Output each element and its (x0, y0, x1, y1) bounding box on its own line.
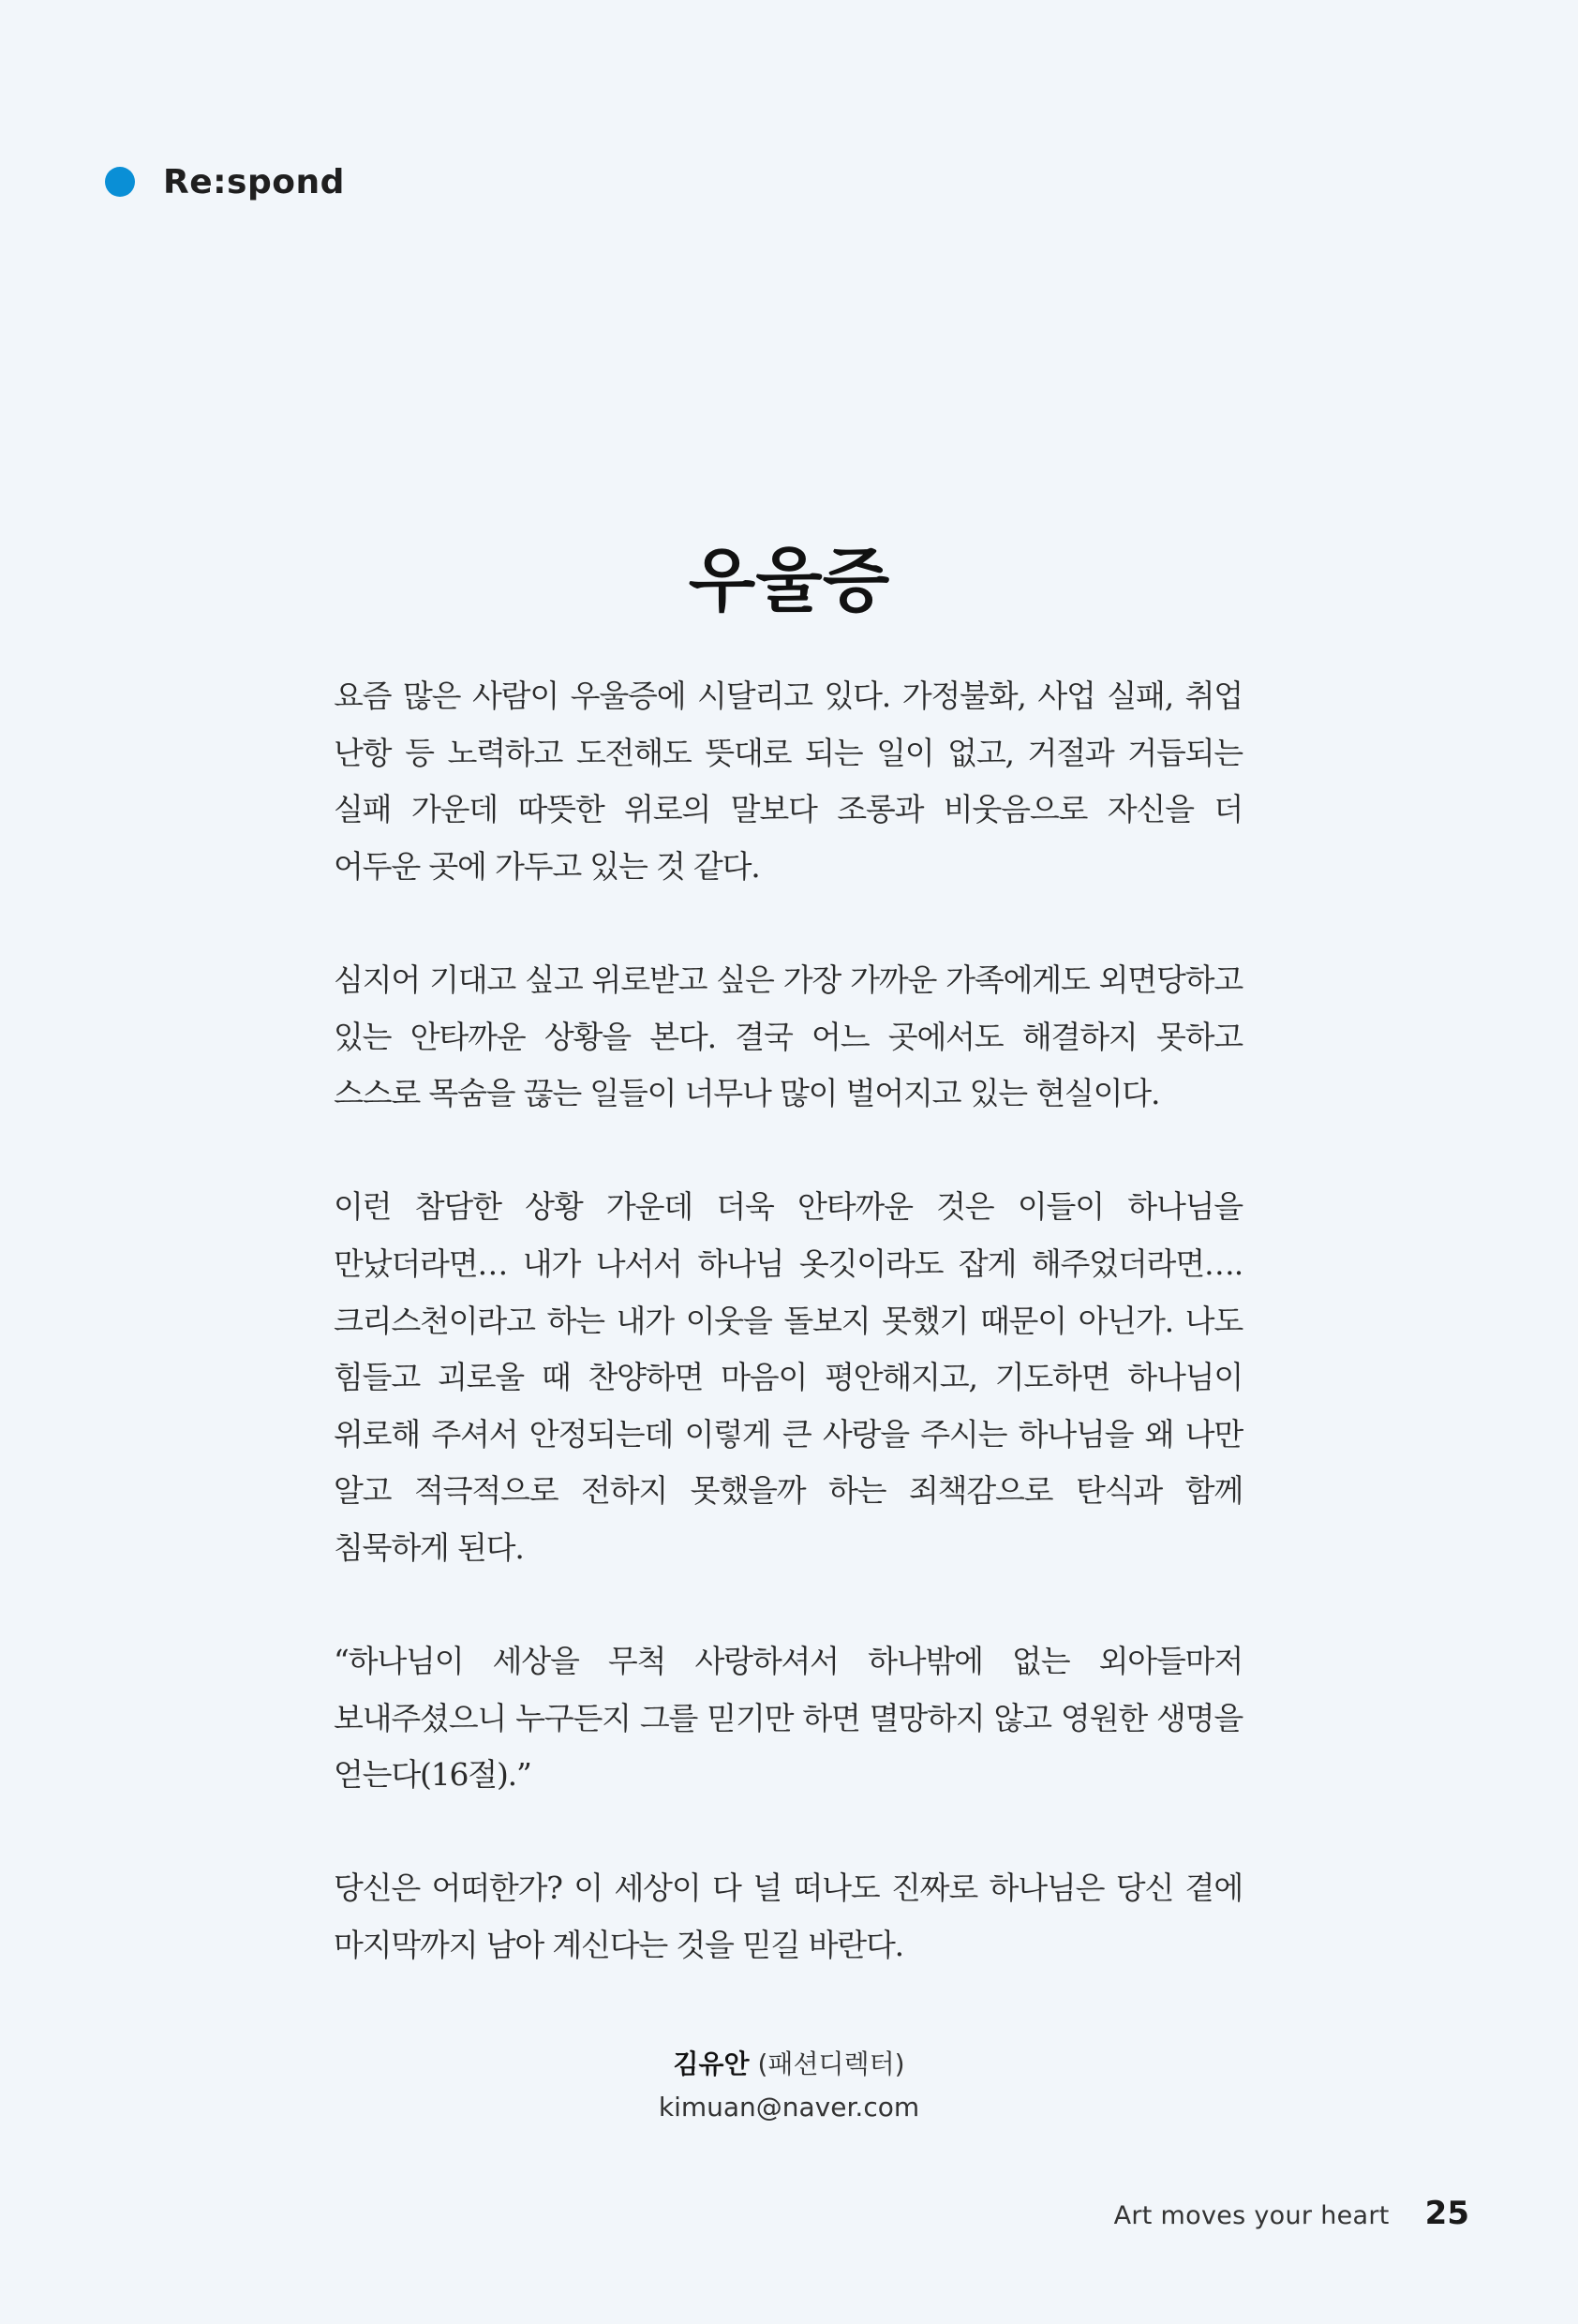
page-number: 25 (1424, 2195, 1469, 2232)
paragraph: 당신은 어떠한가? 이 세상이 다 널 떠나도 진짜로 하나님은 당신 곁에 마지막까지 남아 계신다는 것을 믿길 바란다. (334, 1870, 1243, 1964)
paragraph: 심지어 기대고 싶고 위로받고 싶은 가장 가까운 가족에게도 외면당하고 있는 안타까운 상황을 본다. 결국 어느 곳에서도 해결하지 못하고 스스로 목숨을 끊는 일들이 너무나 많이 벌어지고 있는 현실이다. (334, 961, 1243, 1112)
author-name: 김유안 (673, 2048, 750, 2079)
author-line (0, 2043, 1578, 2086)
article-body (334, 668, 1243, 1974)
bible-quote: “하나님이 세상을 무척 사랑하셔서 하나밖에 없는 외아들마저 보내주셨으니 누구든지 그를 믿기만 하면 멸망하지 않고 영원한 생명을 얻는다(16절).” (334, 1643, 1243, 1794)
paragraph: 이런 참담한 상황 가운데 더욱 안타까운 것은 이들이 하나님을 만났더라면… 내가 나서서 하나님 옷깃이라도 잡게 해주었더라면…. 크리스천이라고 하는 내가 이웃을 돌보지 못했기 때문이 아닌가. 나도 힘들고 괴로울 때 찬양하면 마음이 평안해지고, 기도하면 하나님이 위로해 주셔서 안정되는데 이렇게 큰 사랑을 주시는 하나님을 왜 나만 알고 적극적으로 전하지 못했을까 하는 죄책감으로 탄식과 함께 침묵하게 된다. (334, 1188, 1243, 1566)
section-label: Re:spond (163, 162, 345, 201)
section-header (105, 159, 345, 204)
footer-tagline: Art moves your heart (1113, 2201, 1390, 2230)
article-title: 우울증 (688, 540, 890, 621)
author-role: (패션디렉터) (757, 2048, 905, 2079)
page-footer (1114, 2195, 1469, 2232)
paragraph: 요즘 많은 사람이 우울증에 시달리고 있다. 가정불화, 사업 실패, 취업 난항 등 노력하고 도전해도 뜻대로 되는 일이 없고, 거절과 거듭되는 실패 가운데 따뜻한 위로의 말보다 조롱과 비웃음으로 자신을 더 어두운 곳에 가두고 있는 것 같다. (334, 678, 1243, 885)
author-credit (0, 2043, 1578, 2129)
author-email: kimuan@naver.com (658, 2092, 920, 2123)
section-dot-icon (105, 167, 135, 197)
